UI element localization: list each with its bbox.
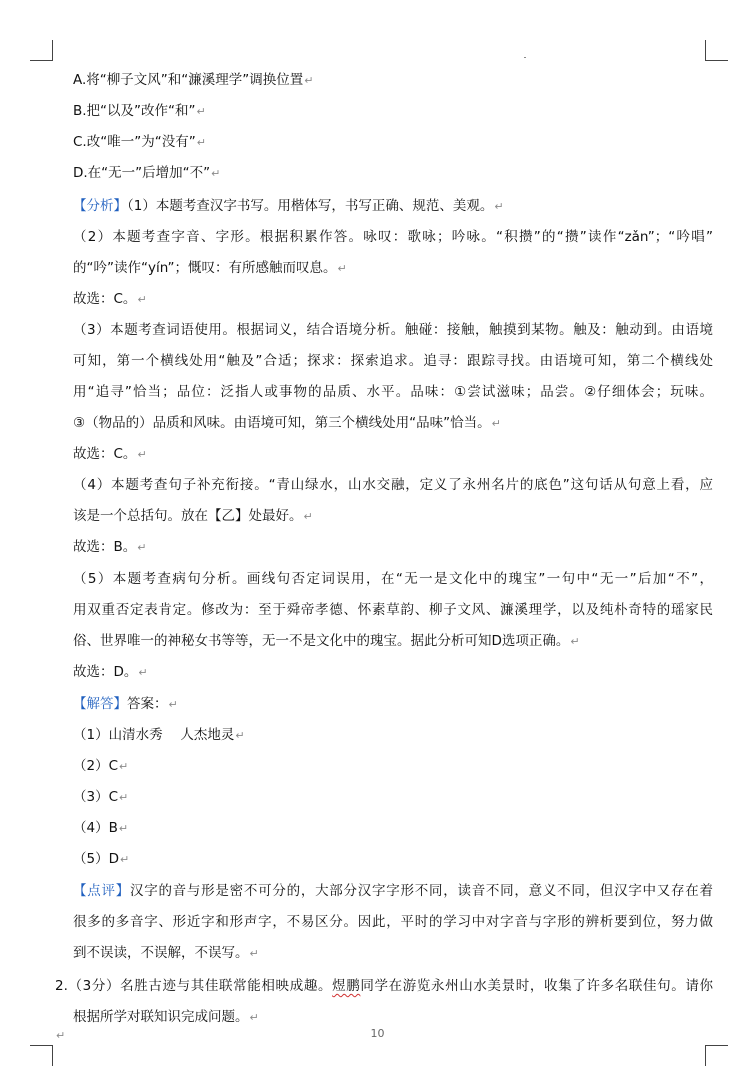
paragraph-mark-icon: ↵: [119, 853, 130, 866]
header-tick: [524, 57, 526, 58]
answer-heading: 【解答】答案：↵: [73, 696, 178, 712]
paragraph-mark-icon: ↵: [304, 74, 314, 87]
comment-line-1: 【点评】汉字的音与形是密不可分的，大部分汉字字形不同，读音不同，意义不同，但汉字中又存在着: [73, 883, 714, 899]
answer-tag: 【解答】: [73, 696, 127, 712]
analysis-3-line-1: （3）本题考查词语使用。根据词义，结合语境分析。触碰：接触，触摸到某物。触及：触动到。由语境: [73, 322, 713, 338]
paragraph-mark-icon: ↵: [137, 448, 147, 461]
analysis-line-1: 【分析】（1）本题考查汉字书写。用楷体写，书写正确、规范、美观。↵: [73, 198, 504, 214]
paragraph-mark-icon: ↵: [570, 635, 580, 648]
paragraph-mark-icon: ↵: [119, 791, 129, 804]
analysis-2-answer: 故选：C。↵: [73, 291, 147, 307]
analysis-3-line-4: ③（物品的）品质和风味。由语境可知，第三个横线处用“品味”恰当。↵: [73, 415, 501, 431]
question-2-line-1: 2.（3分）名胜古迹与其佳联常能相映成趣。煜鹏同学在游览永州山水美景时，收集了许多名联佳句。请你: [55, 978, 713, 994]
analysis-tag: 【分析】: [73, 198, 127, 214]
analysis-2-line-1: （2）本题考查字音、字形。根据积累作答。咏叹：歌咏；吟咏。“积攒”的“攒”读作“zǎn”；“吟唱”: [73, 229, 713, 245]
paragraph-mark-icon: ↵: [56, 1029, 66, 1042]
crop-mark-bottom-right: [705, 1045, 728, 1066]
crop-mark-top-right: [705, 40, 728, 61]
paragraph-mark-icon: ↵: [303, 510, 313, 523]
comment-line-3: 到不误读，不误解，不误写。↵: [73, 945, 259, 961]
analysis-4-line-1: （4）本题考查句子补充衔接。“青山绿水，山水交融，定义了永州名片的底色”这句话从句意上看，应: [73, 477, 713, 493]
paragraph-mark-icon: ↵: [337, 262, 347, 275]
answer-1: （1）山清水秀 人杰地灵↵: [73, 727, 245, 743]
analysis-3-line-3: 用“追寻”恰当；品位：泛指人或事物的品质、水平。品味：①尝试滋味；品尝。②仔细体会；玩味。: [73, 384, 713, 400]
paragraph-mark-icon: ↵: [137, 293, 147, 306]
analysis-2-line-2: 的“吟”读作“yín”；慨叹：有所感触而叹息。↵: [73, 260, 347, 276]
paragraph-mark-icon: ↵: [235, 729, 245, 742]
option-a: A.将“柳子文风”和“濂溪理学”调换位置↵: [73, 72, 314, 88]
paragraph-mark-icon: ↵: [168, 698, 178, 711]
paragraph-mark-icon: ↵: [196, 105, 206, 118]
option-c: C.改“唯一”为“没有”↵: [73, 134, 206, 150]
analysis-4-answer: 故选：B。↵: [73, 539, 147, 555]
option-b: B.把“以及”改作“和”↵: [73, 103, 206, 119]
paragraph-mark-icon: ↵: [494, 200, 504, 213]
crop-mark-bottom-left: [30, 1045, 53, 1066]
answer-3: （3）C↵: [73, 789, 129, 805]
paragraph-mark-icon: ↵: [249, 1011, 259, 1024]
paragraph-mark-icon: ↵: [211, 167, 221, 180]
crop-mark-top-left: [30, 40, 53, 61]
analysis-5-line-3: 俗、世界唯一的神秘女书等等，无一不是文化中的瑰宝。据此分析可知D选项正确。↵: [73, 633, 580, 649]
analysis-3-answer: 故选：C。↵: [73, 446, 147, 462]
spellcheck-underlined-word: 煜鹏: [332, 978, 361, 994]
analysis-5-line-1: （5）本题考查病句分析。画线句否定词误用，在“无一是文化中的瑰宝”一句中“无一”后加“不”，: [73, 571, 713, 587]
answer-4: （4）B↵: [73, 820, 129, 836]
question-2-line-2: 根据所学对联知识完成问题。↵: [73, 1009, 259, 1025]
analysis-5-line-2: 用双重否定表肯定。修改为：至于舜帝孝德、怀素草韵、柳子文风、濂溪理学，以及纯朴奇特的瑶家民: [73, 602, 713, 618]
answer-2: （2）C↵: [73, 758, 129, 774]
paragraph-mark-icon: ↵: [138, 666, 148, 679]
paragraph-mark-icon: ↵: [196, 136, 206, 149]
analysis-4-line-2: 该是一个总括句。放在【乙】处最好。↵: [73, 508, 313, 524]
paragraph-mark-icon: ↵: [249, 947, 259, 960]
analysis-5-answer: 故选：D。↵: [73, 664, 148, 680]
paragraph-mark-icon: ↵: [491, 417, 501, 430]
option-d: D.在“无一”后增加“不”↵: [73, 165, 221, 181]
paragraph-mark-icon: ↵: [118, 822, 129, 835]
page-number: 10: [370, 1027, 385, 1040]
analysis-3-line-2: 可知，第一个横线处用“触及”合适；探求：探索追求。追寻：跟踪寻找。由语境可知，第二个横线处: [73, 353, 713, 369]
answer-5: （5）D↵: [73, 851, 130, 867]
paragraph-mark-icon: ↵: [119, 760, 129, 773]
paragraph-mark-icon: ↵: [137, 541, 147, 554]
comment-line-2: 很多的多音字、形近字和形声字，不易区分。因此，平时的学习中对字音与字形的辨析要到位，努力做: [73, 914, 713, 930]
comment-tag: 【点评】: [73, 883, 130, 899]
